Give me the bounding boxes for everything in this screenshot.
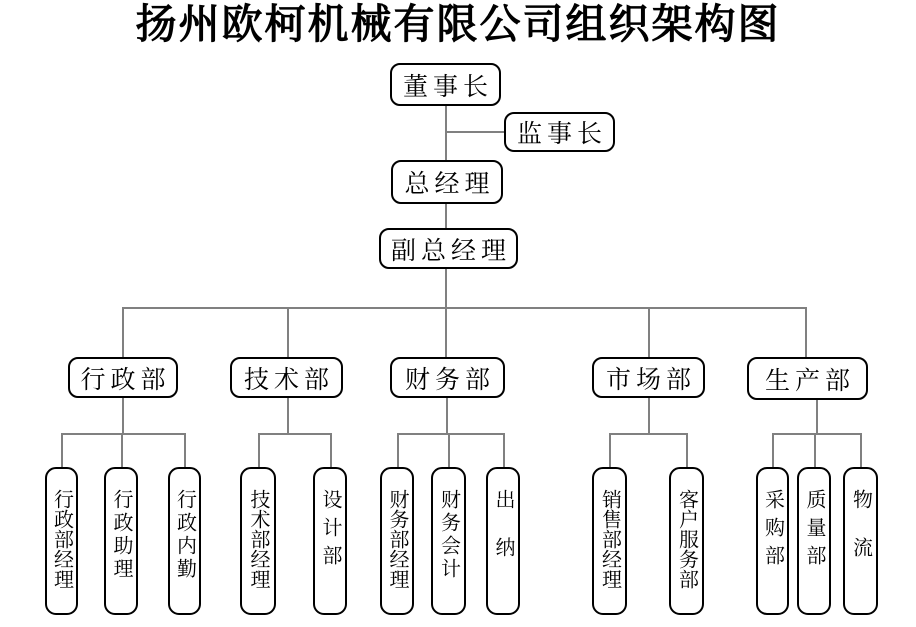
connector-stub-admin [122,307,124,357]
connector-gm-to-dgm [445,204,447,228]
node-dept-admin: 行政部 [68,357,178,398]
connector-dgm-to-depts [445,269,447,357]
node-sales-dept-manager [592,467,627,615]
connector-group-tech [258,433,331,435]
node-label: 财务部经理 [386,489,408,589]
connector-chairman-to-gm [445,106,447,160]
node-tech-dept-manager [240,467,276,615]
node-quality-dept [797,467,831,615]
connector-riser-finance [446,398,448,433]
connector-main-horizontal [122,307,806,309]
node-dept-production: 生产部 [747,357,868,400]
connector-group-production [772,433,860,435]
node-label: 技术部经理 [247,489,269,589]
node-label: 客户服务部 [675,489,698,589]
connector-stub-admin-assistant [121,433,123,467]
connector-stub-cashier [503,433,505,467]
connector-riser-tech [287,398,289,433]
connector-stub-production [805,307,807,357]
connector-riser-admin [122,398,124,433]
node-admin-internal-affairs [168,467,201,615]
node-label: 设计部 [319,489,341,573]
node-deputy-general-manager: 副总经理 [379,228,518,269]
connector-stub-finance-accountant [448,433,450,467]
node-label: 行政内勤 [173,489,196,581]
node-label: 行政部经理 [50,489,73,589]
connector-stub-sales-dept-manager [609,433,611,467]
connector-stub-admin-dept-manager [61,433,63,467]
node-label: 销售部经理 [598,489,621,589]
connector-group-market [609,433,687,435]
node-purchasing-dept [756,467,789,615]
node-finance-accountant [431,467,466,615]
node-label: 出纳 [492,489,514,585]
chart-title: 扬州欧柯机械有限公司组织架构图 [135,1,781,47]
connector-stub-purchasing [772,433,774,467]
connector-riser-market [648,398,650,433]
connector-group-admin [61,433,185,435]
connector-group-finance [397,433,503,435]
connector-stub-tech-dept-manager [258,433,260,467]
node-dept-finance: 财务部 [390,357,505,398]
connector-stub-quality [814,433,816,467]
node-label: 采购部 [761,489,784,573]
node-dept-tech: 技术部 [230,357,343,398]
node-dept-market: 市场部 [592,357,705,398]
connector-stub-customer-service [686,433,688,467]
node-admin-dept-manager [45,467,78,615]
node-design-dept [313,467,347,615]
node-cashier [486,467,520,615]
connector-stub-admin-internal [184,433,186,467]
node-chairman: 董事长 [390,63,501,106]
node-label: 质量部 [803,489,825,573]
node-label: 财务会计 [437,489,460,581]
node-customer-service-dept [669,467,704,615]
node-label: 物流 [849,489,872,585]
node-finance-dept-manager [380,467,414,615]
node-label: 行政助理 [110,489,132,581]
node-general-manager: 总经理 [391,160,503,204]
connector-riser-production [816,400,818,433]
node-supervisor: 监事长 [504,112,615,152]
connector-stub-logistics [860,433,862,467]
connector-branch-supervisor [446,131,504,133]
connector-stub-finance-dept-manager [397,433,399,467]
node-admin-assistant [104,467,138,615]
connector-stub-market [648,307,650,357]
connector-stub-tech [287,307,289,357]
connector-stub-design-dept [330,433,332,467]
node-logistics [843,467,878,615]
